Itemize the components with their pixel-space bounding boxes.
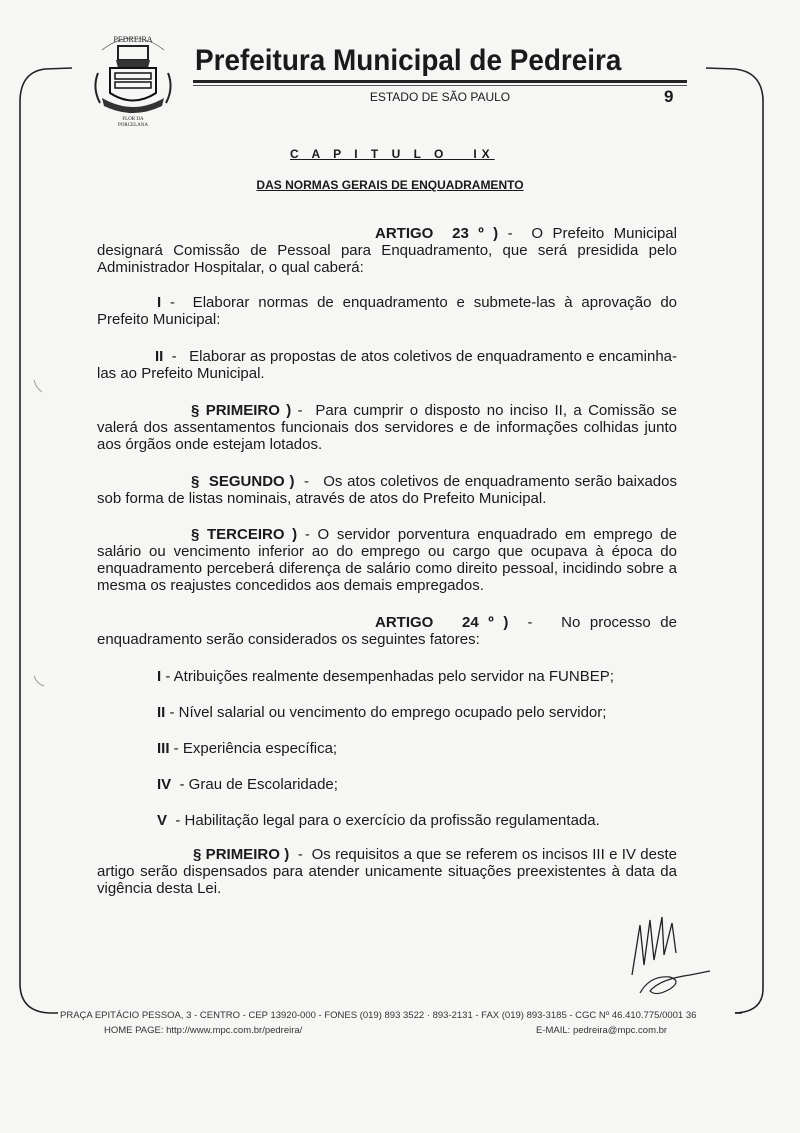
- svg-text:PEDREIRA: PEDREIRA: [113, 35, 153, 44]
- page-number: 9: [664, 87, 674, 106]
- title-rule-thin: [193, 85, 687, 86]
- footer-email[interactable]: E-MAIL: pedreira@mpc.com.br: [536, 1025, 668, 1036]
- article-text: - O Prefeito Municipal designará Comissão de Pessoal para Enquadramento, que será presidida pelo Administrador Hospitalar, o qual caberá:: [97, 225, 682, 276]
- article-23-item-i: [97, 294, 682, 328]
- article-label: ARTIGO 23 º ): [375, 225, 499, 242]
- page-title: Prefeitura Municipal de Pedreira: [195, 44, 622, 77]
- article-label: ARTIGO 24 º ): [375, 614, 509, 631]
- item-text: - Atribuições realmente desempenhadas pelo servidor na FUNBEP;: [161, 668, 614, 685]
- article-23: [97, 225, 682, 276]
- article-24-item: [157, 668, 614, 685]
- paragraph-primeiro-art24: [97, 846, 682, 897]
- paragraph-segundo: [97, 473, 682, 507]
- item-label: III: [157, 740, 170, 757]
- paragraph-text: - Os atos coletivos de enquadramento serão baixados sob forma de listas nominais, através de atos do Prefeito Municipal.: [97, 473, 682, 507]
- article-23-item-ii: [97, 348, 677, 382]
- paragraph-label: § SEGUNDO ): [191, 473, 295, 490]
- item-text: - Elaborar as propostas de atos coletivos de enquadramento e encaminha-las ao Prefeito Municipal.: [97, 348, 677, 382]
- paragraph-text: - O servidor porventura enquadrado em emprego de salário ou vencimento inferior ao do emprego ou cargo que ocupava à época do enquadramento perceberá diferença de salário como direito pessoal, incidindo sobre a mesma os reajustes concedidos aos demais empregados.: [97, 526, 682, 594]
- footer-address: PRAÇA EPITÁCIO PESSOA, 3 - CENTRO - CEP 13920-000 - FONES (019) 893 3522 · 893-2131 - FAX (019) 893-3185 - CGC Nº 46.410.775/0001 36: [60, 1010, 697, 1021]
- item-label: I: [157, 294, 162, 311]
- paragraph-terceiro: [97, 526, 682, 594]
- paragraph-label: § TERCEIRO ): [191, 526, 298, 543]
- item-label: V: [157, 812, 168, 829]
- item-text: - Grau de Escolaridade;: [171, 776, 338, 793]
- item-text: - Nível salarial ou vencimento do emprego ocupado pelo servidor;: [165, 704, 607, 721]
- paragraph-label: § PRIMEIRO ): [191, 402, 292, 419]
- paragraph-primeiro: [97, 402, 682, 453]
- paragraph-text: - Os requisitos a que se referem os incisos III e IV deste artigo serão dispensados para atender unicamente situações preexistentes à data da vigência desta Lei.: [97, 846, 682, 897]
- item-label: II: [155, 348, 164, 365]
- item-label: IV: [157, 776, 172, 793]
- article-24-item: [157, 740, 337, 757]
- paragraph-label: § PRIMEIRO ): [193, 846, 290, 863]
- item-text: - Experiência específica;: [169, 740, 338, 757]
- item-label: I: [157, 668, 162, 685]
- title-rule: [193, 80, 687, 83]
- article-24-item: [157, 776, 338, 793]
- item-label: II: [157, 704, 166, 721]
- svg-text:PORCELANA: PORCELANA: [117, 123, 149, 128]
- chapter-heading: C A P I T U L O IX: [290, 147, 495, 161]
- state-subtitle: ESTADO DE SÃO PAULO: [369, 90, 511, 104]
- item-text: - Elaborar normas de enquadramento e submete-las à aprovação do Prefeito Municipal:: [97, 294, 682, 328]
- paragraph-text: - Para cumprir o disposto no inciso II, a Comissão se valerá dos assentamentos funcionais dos servidores e de informações colhidas junto aos órgãos onde estejam lotados.: [97, 402, 682, 453]
- signature: [620, 905, 720, 1000]
- article-24-item: [157, 812, 600, 829]
- svg-text:FLOR DA: FLOR DA: [122, 117, 144, 122]
- item-text: - Habilitação legal para o exercício da profissão regulamentada.: [167, 812, 600, 829]
- article-text: - No processo de enquadramento serão considerados os seguintes fatores:: [97, 614, 682, 648]
- municipal-crest-logo: [88, 28, 178, 128]
- article-24-item: [157, 704, 606, 721]
- footer-homepage[interactable]: HOME PAGE: http://www.mpc.com.br/pedreira/: [104, 1025, 303, 1036]
- article-24: [97, 614, 682, 648]
- chapter-subtitle: DAS NORMAS GERAIS DE ENQUADRAMENTO: [256, 178, 524, 192]
